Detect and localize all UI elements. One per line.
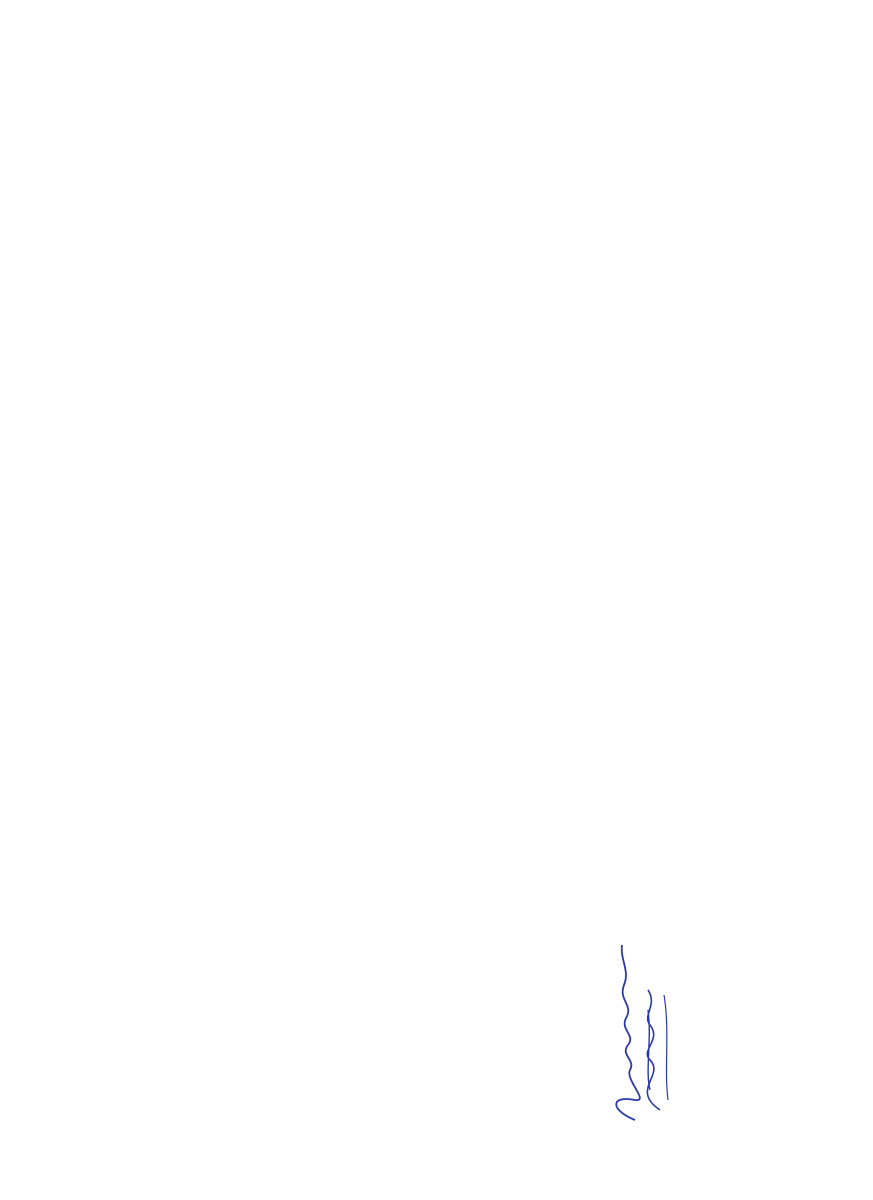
secretary-signature [620, 980, 680, 1120]
